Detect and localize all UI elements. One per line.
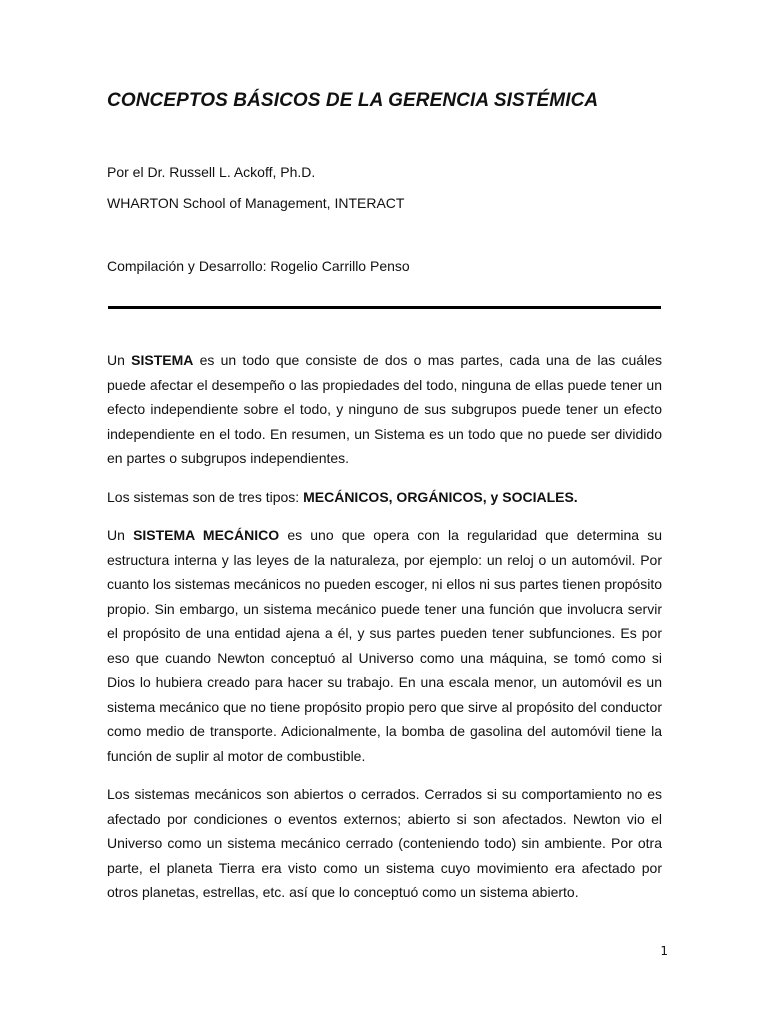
institution-line: WHARTON School of Management, INTERACT [107, 195, 405, 211]
horizontal-rule [108, 306, 661, 309]
term-system-types: MECÁNICOS, ORGÁNICOS, y SOCIALES. [303, 489, 578, 505]
paragraph-prefix: Un [107, 527, 134, 543]
compilation-line: Compilación y Desarrollo: Rogelio Carrillo Penso [107, 258, 410, 274]
paragraph-sistema-definition [107, 348, 662, 471]
paragraph-prefix: Un [107, 352, 132, 368]
document-title: CONCEPTOS BÁSICOS DE LA GERENCIA SISTÉMICA [107, 90, 599, 111]
paragraph-prefix: Los sistemas son de tres tipos: [107, 489, 304, 505]
paragraph-body: es uno que opera con la regularidad que determina su estructura interna y las leyes de la naturaleza, por ejemplo: un reloj o un automóvil. Por cuanto los sistemas mecánicos no pueden escoger, ni ellos ni sus partes tienen propósito propio. Sin embargo, un sistema mecánico puede tener una función que involucra servir el propósito de una entidad ajena a él, y sus partes pueden tener subfunciones. Es por eso que cuando Newton conceptuó al Universo como una máquina, se tomó como si Dios lo hubiera creado para hacer su trabajo. En una escala menor, un automóvil es un sistema mecánico que no tiene propósito propio pero que sirve al propósito del conductor como medio de transporte. Adicionalmente, la bomba de gasolina del automóvil tiene la función de suplir al motor de combustible. [107, 527, 662, 764]
paragraph-sistema-mecanico [107, 523, 662, 768]
paragraph-system-types [107, 485, 662, 510]
term-sistema: SISTEMA [131, 352, 194, 368]
paragraph-body: es un todo que consiste de dos o mas partes, cada una de las cuáles puede afectar el desempeño o las propiedades del todo, ninguna de ellas puede tener un efecto independiente sobre el todo, y ninguno de sus subgrupos puede tener un efecto independiente en el todo. En resumen, un Sistema es un todo que no puede ser dividido en partes o subgrupos independientes. [107, 352, 662, 466]
paragraph-open-closed-systems: Los sistemas mecánicos son abiertos o cerrados. Cerrados si su comportamiento no es afectado por condiciones o eventos externos; abierto si son afectados. Newton vio el Universo como un sistema mecánico cerrado (conteniendo todo) sin ambiente. Por otra parte, el planeta Tierra era visto como un sistema cuyo movimiento era afectado por otros planetas, estrellas, etc. así que lo conceptuó como un sistema abierto. [107, 786, 662, 900]
author-line: Por el Dr. Russell L. Ackoff, Ph.D. [107, 164, 316, 180]
page-number: 1 [660, 944, 668, 958]
term-sistema-mecanico: SISTEMA MECÁNICO [133, 527, 280, 543]
